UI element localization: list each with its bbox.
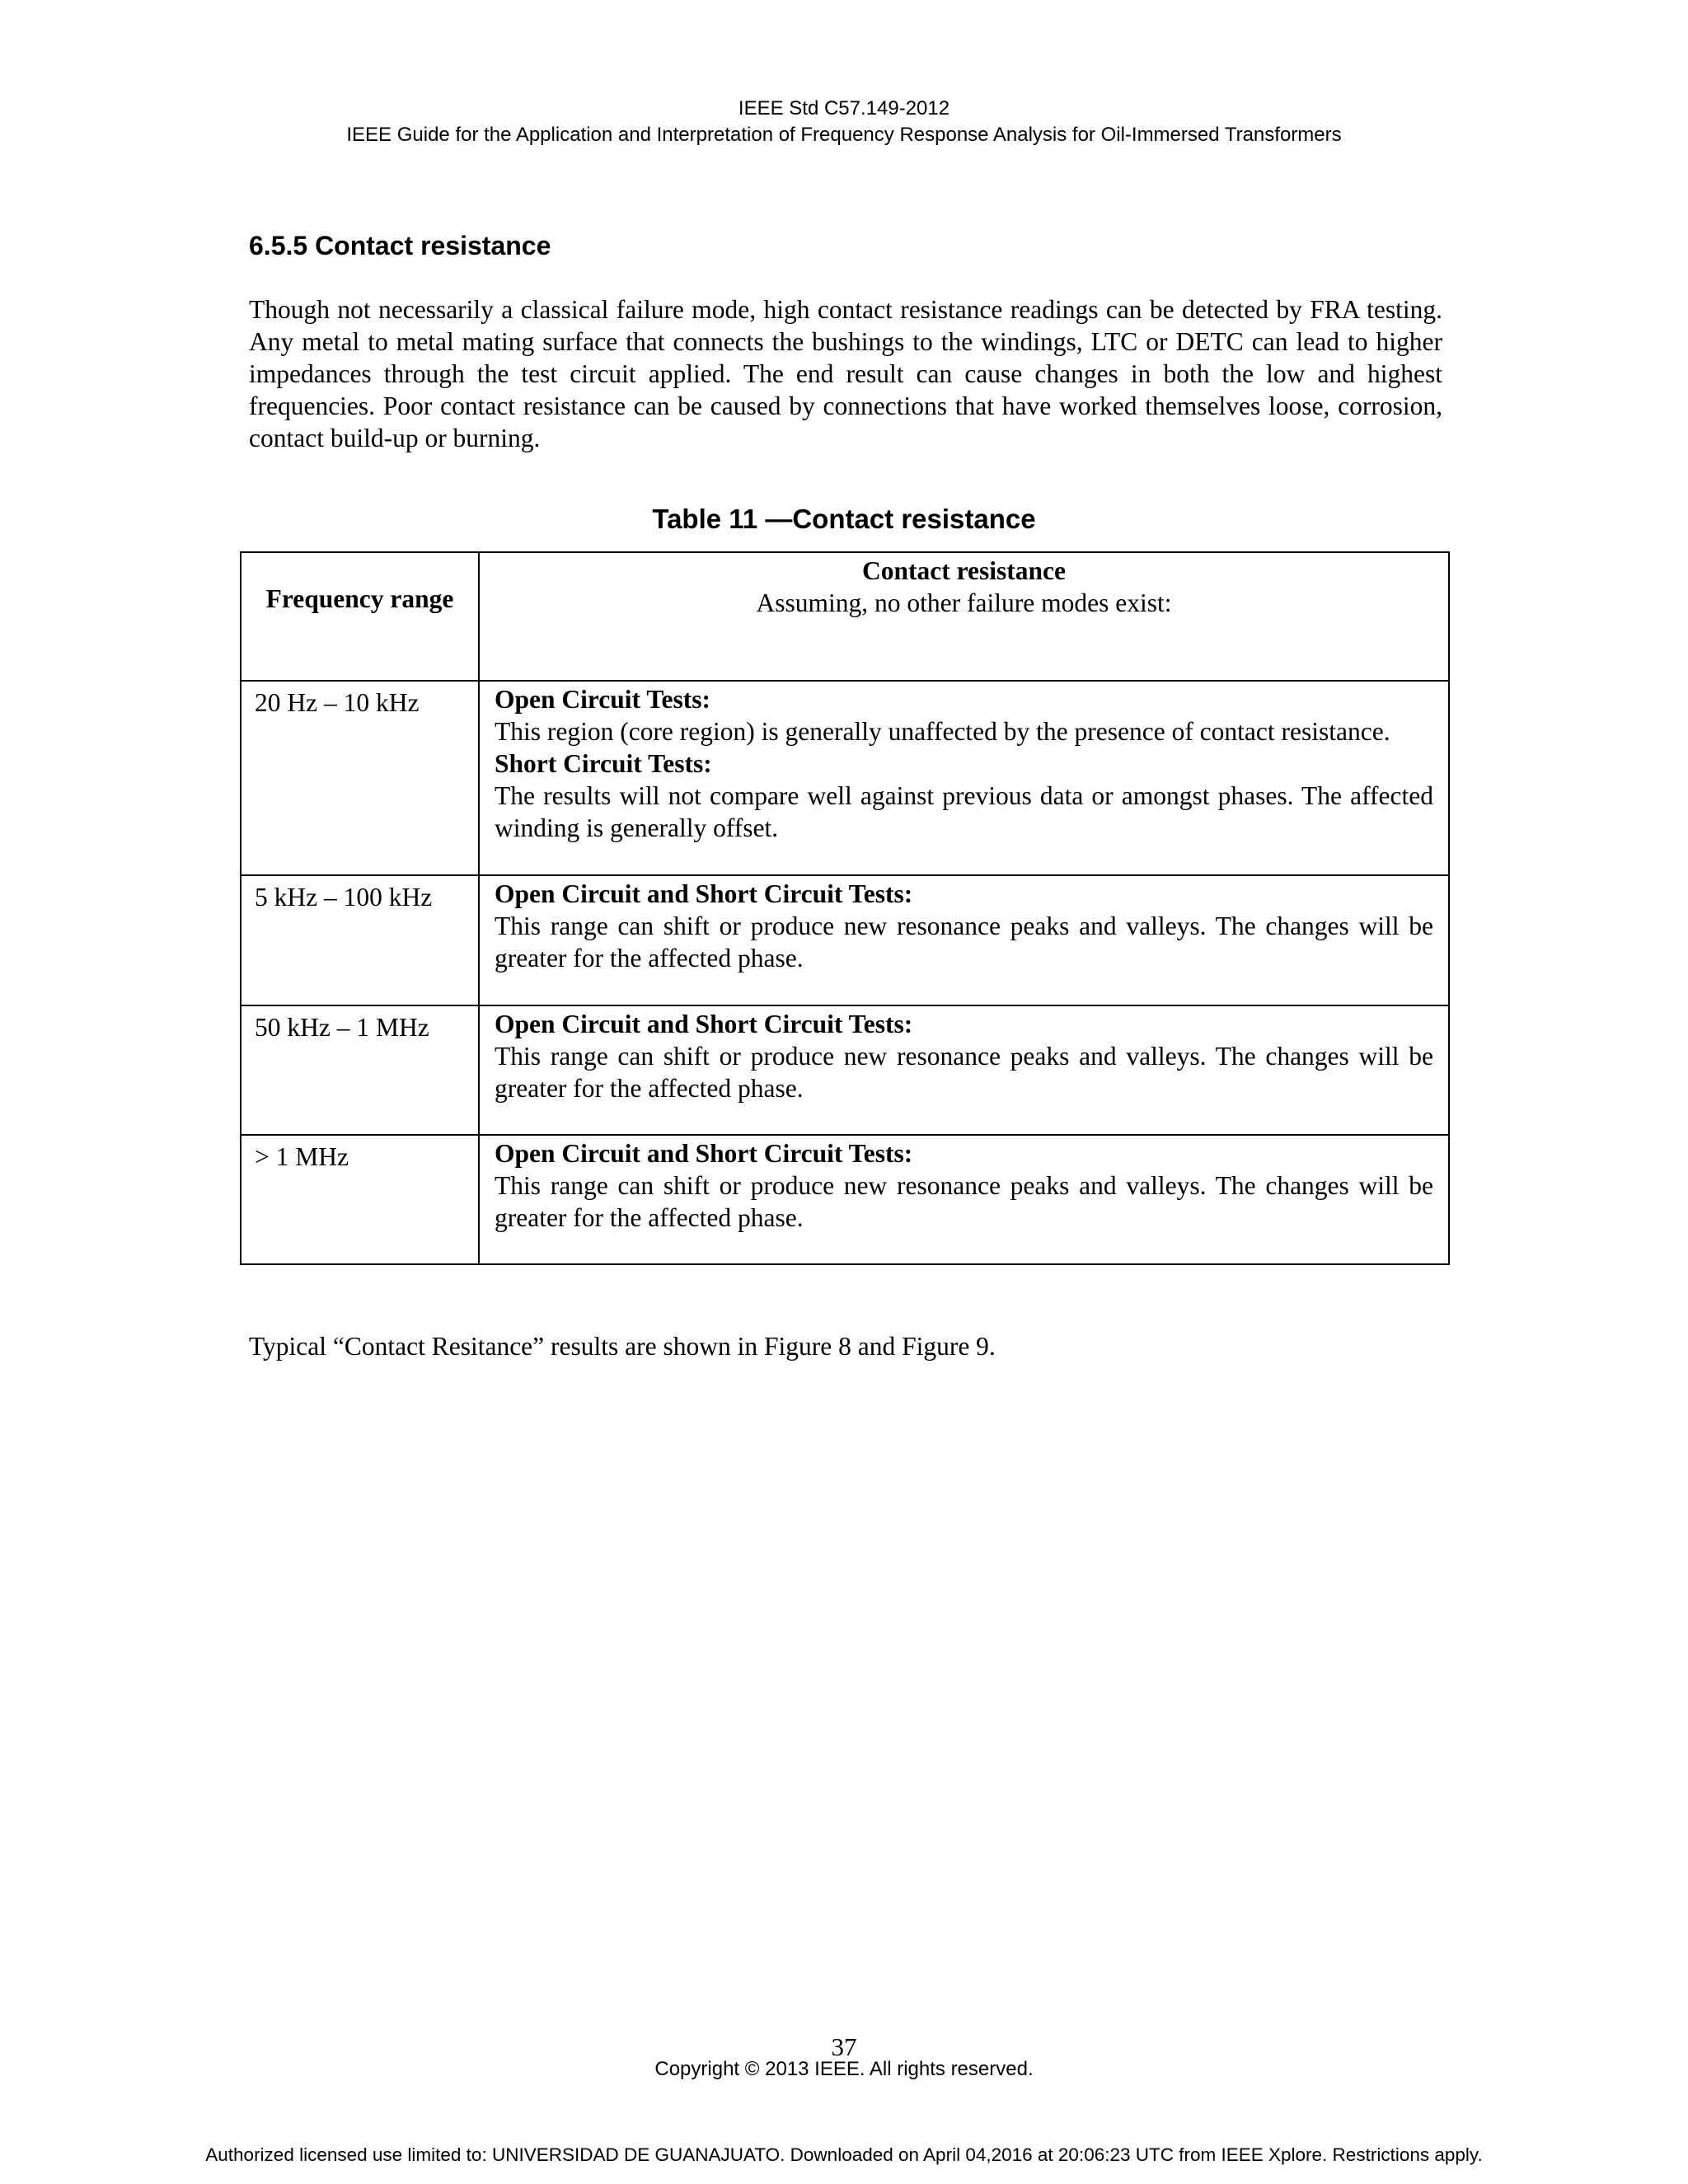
test-description: This range can shift or produce new resonance peaks and valleys. The changes will be greater for the affected phase.	[495, 1171, 1433, 1232]
table-header-row	[241, 552, 1449, 681]
test-label: Open Circuit Tests:	[495, 685, 710, 714]
frequency-cell: > 1 MHz	[241, 1135, 479, 1264]
test-label: Short Circuit Tests:	[495, 749, 712, 778]
test-description: This range can shift or produce new resonance peaks and valleys. The changes will be greater for the affected phase.	[495, 1042, 1433, 1103]
table-row	[241, 1005, 1449, 1135]
header-frequency-range: Frequency range	[241, 552, 479, 681]
closing-paragraph: Typical “Contact Resitance” results are shown in Figure 8 and Figure 9.	[249, 1332, 996, 1361]
frequency-cell: 5 kHz – 100 kHz	[241, 875, 479, 1005]
test-label: Open Circuit and Short Circuit Tests:	[495, 1010, 913, 1038]
running-header-standard: IEEE Std C57.149-2012	[738, 97, 950, 120]
running-header-title: IEEE Guide for the Application and Interpretation of Frequency Response Analysis for Oil-Immersed Transformers	[346, 124, 1342, 146]
test-description: This region (core region) is generally unaffected by the presence of contact resistance.	[495, 717, 1390, 746]
table-row	[241, 875, 1449, 1005]
test-label: Open Circuit and Short Circuit Tests:	[495, 1139, 913, 1168]
test-label: Open Circuit and Short Circuit Tests:	[495, 879, 913, 908]
frequency-cell: 20 Hz – 10 kHz	[241, 681, 479, 875]
description-cell	[479, 681, 1449, 875]
page-number: 37	[831, 2032, 857, 2061]
test-description: This range can shift or produce new resonance peaks and valleys. The changes will be greater for the affected phase.	[495, 912, 1433, 972]
copyright-notice: Copyright © 2013 IEEE. All rights reserved.	[654, 2058, 1034, 2080]
contact-resistance-table	[240, 551, 1450, 1265]
section-heading: 6.5.5 Contact resistance	[249, 231, 551, 260]
frequency-cell: 50 kHz – 1 MHz	[241, 1005, 479, 1135]
intro-paragraph: Though not necessarily a classical failure mode, high contact resistance readings can be detected by FRA testing. Any metal to metal mating surface that connects the bushings to the windings, LTC or DETC can lead to higher impedances through the test circuit applied. The end result can cause changes in both the low and highest frequencies. Poor contact resistance can be caused by connections that have worked themselves loose, corrosion, contact build-up or burning.	[249, 295, 1442, 452]
description-cell	[479, 1135, 1449, 1264]
header-contact-resistance-subtitle: Assuming, no other failure modes exist:	[756, 588, 1172, 617]
table-caption: Table 11 —Contact resistance	[652, 504, 1036, 534]
test-description: The results will not compare well against previous data or amongst phases. The affected winding is generally offset.	[495, 781, 1433, 842]
table-row	[241, 1135, 1449, 1264]
description-cell	[479, 1005, 1449, 1135]
table-row	[241, 681, 1449, 875]
authorized-use-notice: Authorized licensed use limited to: UNIVERSIDAD DE GUANAJUATO. Downloaded on April 04,2016 at 20:06:23 UTC from IEEE Xplore. Restrictions apply.	[205, 2144, 1483, 2165]
header-contact-resistance-title: Contact resistance	[862, 556, 1066, 585]
header-contact-resistance	[479, 552, 1449, 681]
description-cell	[479, 875, 1449, 1005]
